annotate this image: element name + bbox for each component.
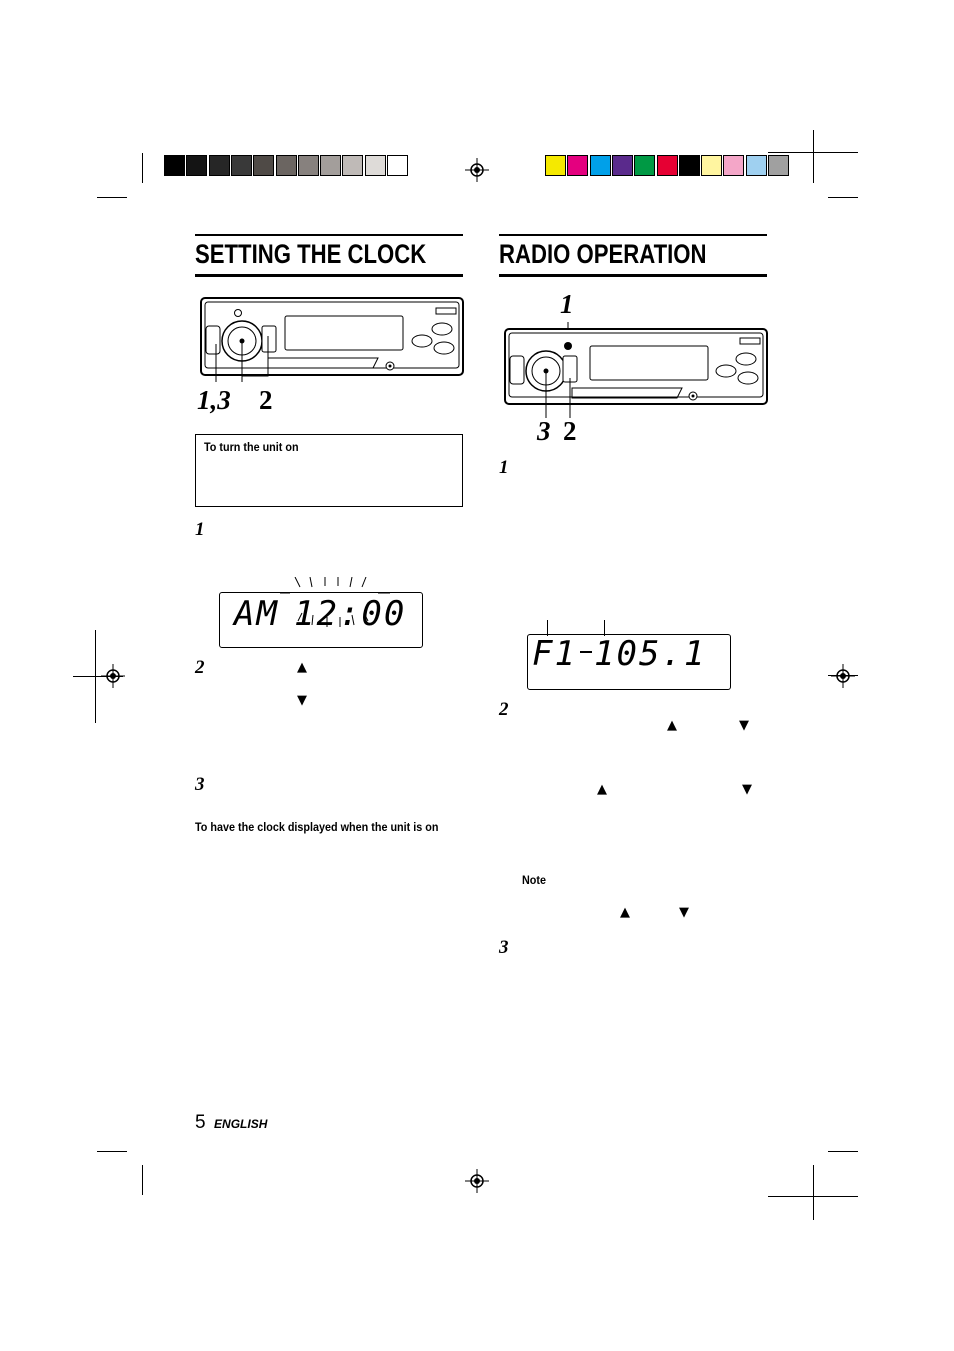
title-rule-bottom (195, 274, 463, 277)
color-swatch (657, 155, 678, 176)
clock-am-indicator: AM (234, 594, 279, 634)
color-swatch (209, 155, 230, 176)
color-swatch (298, 155, 319, 176)
color-swatch (186, 155, 207, 176)
band-separator (580, 651, 592, 653)
color-swatch (746, 155, 767, 176)
color-swatch (164, 155, 185, 176)
car-stereo-faceplate-illustration (198, 296, 466, 382)
registration-mark-icon (101, 664, 125, 688)
up-arrow-icon: ▲ (597, 782, 607, 797)
step-1-number: 1 (499, 457, 509, 478)
crop-mark (768, 152, 858, 153)
color-swatch (253, 155, 274, 176)
color-swatch (567, 155, 588, 176)
section-title-clock: SETTING THE CLOCK (195, 239, 427, 269)
car-stereo-faceplate-illustration (502, 318, 770, 418)
color-swatch (231, 155, 252, 176)
color-swatch (387, 155, 408, 176)
clock-lcd-display (219, 592, 423, 648)
radio-preset-band: F1 (532, 634, 577, 674)
color-swatch (276, 155, 297, 176)
crop-mark (768, 1196, 858, 1197)
clock-display-heading: To have the clock displayed when the unit is on (195, 820, 439, 834)
crop-mark (813, 130, 814, 183)
color-swatch (545, 155, 566, 176)
step-2-number: 2 (499, 699, 509, 720)
crop-mark (142, 153, 143, 183)
up-arrow-icon: ▲ (297, 660, 307, 675)
page-footer (195, 1112, 267, 1134)
down-arrow-icon: ▼ (679, 905, 689, 920)
crop-mark (828, 197, 858, 198)
note-heading: Note (522, 873, 547, 887)
down-arrow-icon: ▼ (742, 782, 752, 797)
title-rule-top (195, 234, 463, 236)
crop-mark (828, 1151, 858, 1152)
crop-mark (813, 1165, 814, 1220)
step-1-number: 1 (195, 519, 205, 540)
color-swatch (342, 155, 363, 176)
color-swatch (365, 155, 386, 176)
color-swatch (723, 155, 744, 176)
page-number: 5 (195, 1112, 206, 1133)
title-rule-bottom (499, 274, 767, 277)
color-swatch (590, 155, 611, 176)
radio-lcd-display (527, 634, 731, 690)
color-swatch (679, 155, 700, 176)
step-2-number: 2 (195, 657, 205, 678)
color-swatch (612, 155, 633, 176)
info-box-heading: To turn the unit on (204, 440, 299, 454)
down-arrow-icon: ▼ (739, 718, 749, 733)
color-swatch (634, 155, 655, 176)
callout-3: 3 (537, 416, 551, 446)
step-3-number: 3 (195, 774, 205, 795)
registration-mark-icon (465, 158, 489, 182)
crop-mark (142, 1165, 143, 1195)
title-rule-top (499, 234, 767, 236)
callout-1-3: 1,3 (197, 385, 231, 415)
up-arrow-icon: ▲ (620, 905, 630, 920)
callout-2: 2 (259, 385, 273, 415)
callout-1: 1 (560, 289, 574, 319)
registration-mark-icon (465, 1169, 489, 1193)
color-swatch (320, 155, 341, 176)
color-swatch (768, 155, 789, 176)
up-arrow-icon: ▲ (667, 718, 677, 733)
info-box (195, 434, 463, 507)
crop-mark (97, 1151, 127, 1152)
clock-time-digits: 12:00 (294, 594, 407, 634)
registration-mark-icon (831, 664, 855, 688)
language-label: ENGLISH (214, 1117, 268, 1131)
callout-2: 2 (563, 416, 577, 446)
radio-frequency: 105.1 (594, 634, 707, 674)
color-swatch (701, 155, 722, 176)
down-arrow-icon: ▼ (297, 693, 307, 708)
crop-mark (97, 197, 127, 198)
step-3-number: 3 (499, 937, 509, 958)
section-title-radio: RADIO OPERATION (499, 239, 707, 269)
